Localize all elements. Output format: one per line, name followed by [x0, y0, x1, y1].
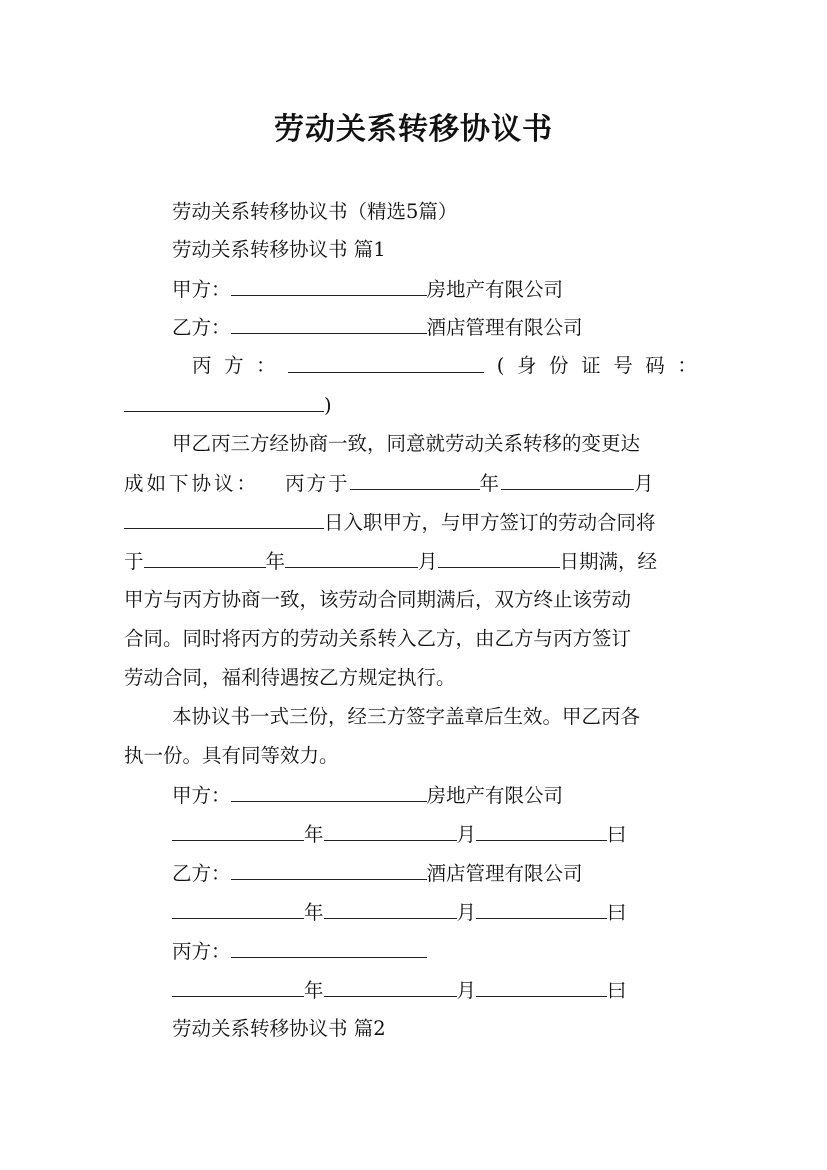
body-line-3-text: 日入职甲方，与甲方签订的劳动合同将 [324, 511, 656, 534]
sign-a-day-label: 曰 [607, 823, 627, 846]
party-a-company: 房地产有限公司 [426, 278, 564, 301]
body-line-2-b: 丙方于 [285, 472, 350, 495]
party-c-blank[interactable] [288, 353, 484, 373]
sign-party-a-label: 甲方： [172, 784, 231, 807]
sign-party-b-blank[interactable] [231, 860, 427, 880]
document-title: 劳动关系转移协议书 [274, 112, 553, 147]
sign-party-a-company: 房地产有限公司 [426, 784, 564, 807]
party-c-p3: 份 [549, 354, 569, 377]
sign-party-a-date [172, 821, 627, 848]
sign-c-year-blank[interactable] [172, 977, 304, 997]
sign-party-c-line [172, 938, 427, 965]
body-line-4 [124, 548, 657, 575]
body-line-2-a: 成如下协议： [124, 472, 260, 495]
party-b-label: 乙方： [172, 316, 231, 339]
party-a-label: 甲方： [172, 278, 231, 301]
party-c-p7: ： [677, 354, 697, 377]
body-line-5: 甲方与丙方协商一致，该劳动合同期满后，双方终止该劳动 [124, 588, 632, 611]
sign-c-year-label: 年 [304, 979, 324, 1002]
expire-day-blank[interactable] [438, 548, 560, 568]
join-month-label: 月 [634, 472, 654, 495]
id-paren-close: ) [324, 394, 332, 417]
sign-party-b-line [172, 860, 583, 887]
party-b-blank[interactable] [231, 314, 427, 334]
sign-party-b-label: 乙方： [172, 862, 231, 885]
sign-party-c-label: 丙方： [172, 940, 231, 963]
expire-month-blank[interactable] [285, 548, 418, 568]
party-c-p2: 身 [516, 354, 537, 377]
party-c-p5: 号 [613, 354, 633, 377]
join-year-label: 年 [479, 472, 500, 495]
sign-c-day-blank[interactable] [476, 977, 607, 997]
party-c-c2: 方 [224, 354, 244, 377]
sign-party-a-line [172, 782, 563, 809]
party-c-c1: 丙 [192, 354, 212, 377]
sign-b-month-label: 月 [456, 901, 477, 924]
body-line-1: 甲乙丙三方经协商一致，同意就劳动关系转移的变更达 [172, 432, 641, 455]
sign-a-year-blank[interactable] [172, 821, 304, 841]
sign-c-month-label: 月 [456, 979, 477, 1002]
section-heading-1: 劳动关系转移协议书 篇1 [172, 238, 386, 261]
party-c-line [192, 353, 697, 379]
sign-b-day-label: 曰 [607, 901, 627, 924]
sign-a-day-blank[interactable] [476, 821, 607, 841]
intro-line: 劳动关系转移协议书（精选5篇） [172, 200, 458, 223]
sign-party-c-blank[interactable] [231, 938, 427, 958]
sign-c-day-label: 曰 [607, 979, 627, 1002]
party-c-c3: ： [256, 354, 276, 377]
sign-party-c-date [172, 977, 627, 1004]
body-line-6: 合同。同时将丙方的劳动关系转入乙方，由乙方与丙方签订 [124, 627, 632, 650]
sign-c-month-blank[interactable] [324, 977, 457, 997]
join-day-blank[interactable] [124, 509, 324, 529]
id-number-line [124, 392, 332, 419]
sign-party-b-company: 酒店管理有限公司 [426, 862, 583, 885]
sign-b-day-blank[interactable] [476, 899, 607, 919]
party-b-company: 酒店管理有限公司 [426, 316, 583, 339]
section-heading-2: 劳动关系转移协议书 篇2 [172, 1017, 386, 1040]
sign-b-month-blank[interactable] [324, 899, 457, 919]
expire-year-label: 年 [265, 550, 286, 573]
body-line-4-a: 于 [124, 550, 144, 573]
sign-party-a-blank[interactable] [231, 782, 427, 802]
party-c-p1: ( [496, 354, 505, 377]
body-line-7: 劳动合同，福利待遇按乙方规定执行。 [124, 666, 456, 689]
party-b-line [172, 314, 583, 341]
party-c-p6: 码 [645, 354, 665, 377]
sign-a-year-label: 年 [304, 823, 324, 846]
sign-party-b-date [172, 899, 627, 926]
id-number-blank[interactable] [124, 392, 324, 412]
expire-year-blank[interactable] [144, 548, 266, 568]
sign-a-month-label: 月 [456, 823, 477, 846]
sign-b-year-label: 年 [304, 901, 324, 924]
body-line-3 [124, 509, 656, 536]
party-a-blank[interactable] [231, 276, 427, 296]
join-month-blank[interactable] [501, 470, 634, 490]
expire-month-label: 月 [418, 550, 438, 573]
body-line-4-b: 日期满，经 [559, 550, 658, 573]
party-a-line [172, 276, 563, 303]
sign-a-month-blank[interactable] [324, 821, 457, 841]
body-line-8: 本协议书一式三份，经三方签字盖章后生效。甲乙丙各 [172, 705, 641, 728]
sign-b-year-blank[interactable] [172, 899, 304, 919]
join-year-blank[interactable] [350, 470, 480, 490]
body-line-9: 执一份。具有同等效力。 [124, 744, 339, 767]
party-c-p4: 证 [581, 354, 601, 377]
body-line-2 [124, 470, 699, 497]
